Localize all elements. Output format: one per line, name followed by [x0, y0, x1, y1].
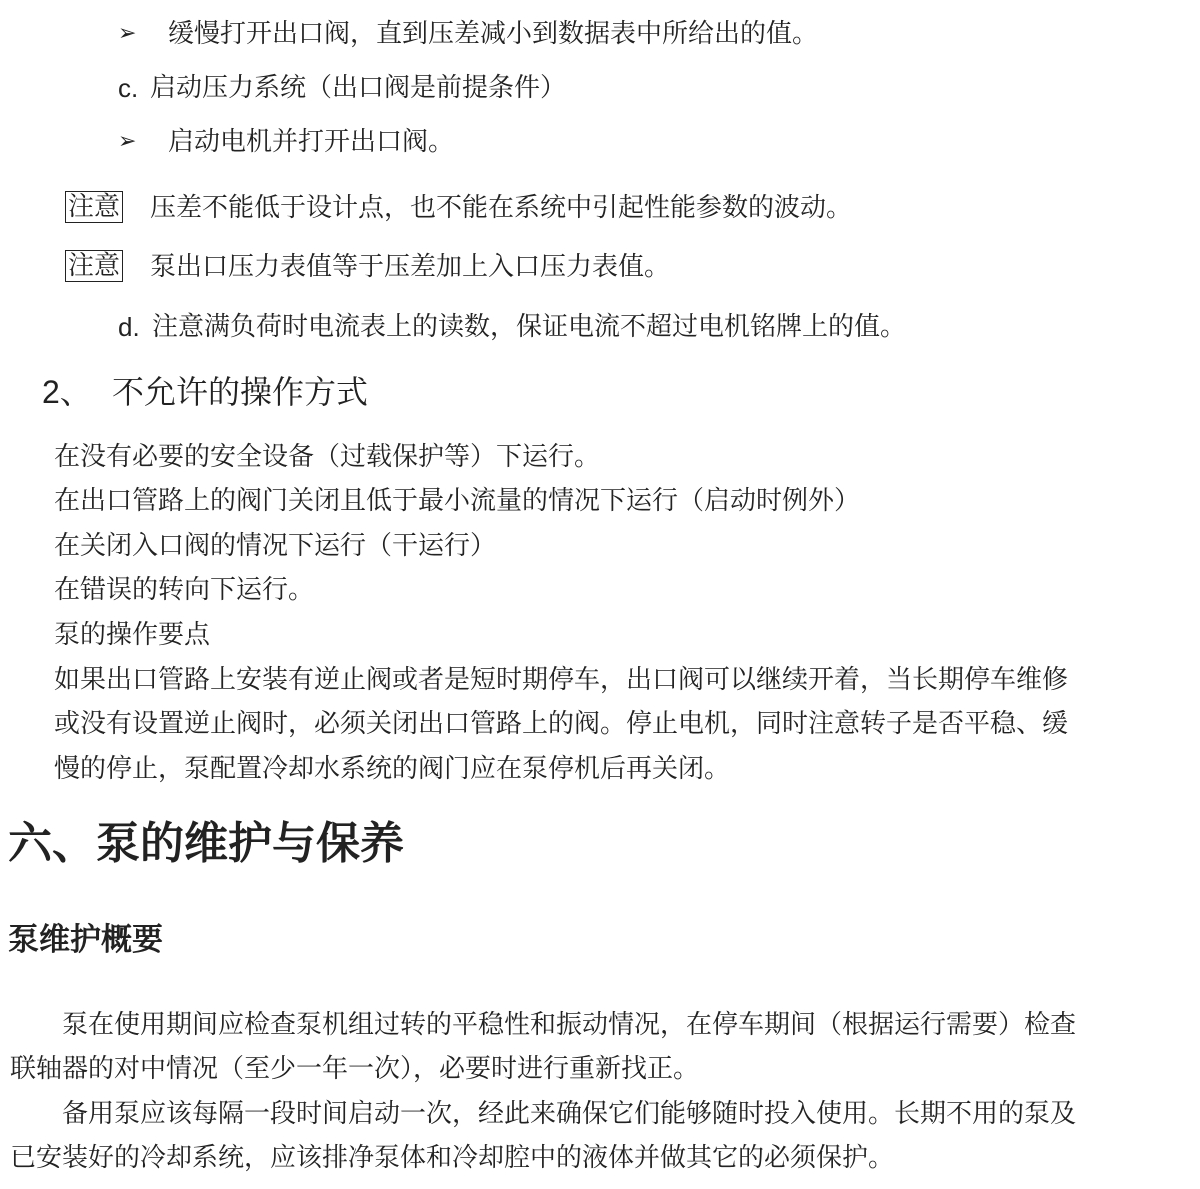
- step-c-bullet-text: 启动电机并打开出口阀。: [168, 127, 455, 157]
- step-c-marker: c.: [118, 73, 139, 103]
- step-b-bullet-text: 缓慢打开出口阀，直到压差减小到数据表中所给出的值。: [168, 19, 819, 49]
- section-title: 不允许的操作方式: [112, 373, 369, 411]
- body-line: 泵的操作要点: [54, 620, 211, 650]
- body-line: 在关闭入口阀的情况下运行（干运行）: [54, 531, 497, 561]
- body-line: 慢的停止，泵配置冷却水系统的阀门应在泵停机后再关闭。: [54, 754, 731, 784]
- section-number: 2、: [42, 374, 92, 410]
- body-line: 在错误的转向下运行。: [54, 575, 315, 605]
- paragraph-line: 泵在使用期间应检查泵机组过转的平稳性和振动情况，在停车期间（根据运行需要）检查: [62, 1010, 1077, 1040]
- bullet-arrow-icon: ➢: [118, 21, 137, 46]
- body-line: 如果出口管路上安装有逆止阀或者是短时期停车，出口阀可以继续开着，当长期停车维修: [54, 665, 1069, 695]
- note-label-box: 注意: [65, 191, 123, 223]
- chapter-title: 六、泵的维护与保养: [8, 818, 404, 869]
- step-c-text: 启动压力系统（出口阀是前提条件）: [150, 73, 567, 103]
- note-text: 泵出口压力表值等于压差加上入口压力表值。: [150, 252, 671, 282]
- paragraph-line: 已安装好的冷却系统，应该排净泵体和冷却腔中的液体并做其它的必须保护。: [10, 1143, 895, 1173]
- subsection-title: 泵维护概要: [8, 922, 163, 958]
- note-label-box: 注意: [65, 250, 123, 282]
- bullet-arrow-icon: ➢: [118, 129, 137, 154]
- step-d-marker: d.: [118, 312, 140, 342]
- body-line: 或没有设置逆止阀时，必须关闭出口管路上的阀。停止电机，同时注意转子是否平稳、缓: [54, 709, 1069, 739]
- body-line: 在出口管路上的阀门关闭且低于最小流量的情况下运行（启动时例外）: [54, 486, 861, 516]
- note-text: 压差不能低于设计点，也不能在系统中引起性能参数的波动。: [150, 193, 853, 223]
- paragraph-line: 联轴器的对中情况（至少一年一次），必要时进行重新找正。: [10, 1054, 700, 1084]
- step-d-text: 注意满负荷时电流表上的读数，保证电流不超过电机铭牌上的值。: [152, 312, 907, 342]
- body-line: 在没有必要的安全设备（过载保护等）下运行。: [54, 442, 601, 472]
- paragraph-line: 备用泵应该每隔一段时间启动一次，经此来确保它们能够随时投入使用。长期不用的泵及: [62, 1099, 1077, 1129]
